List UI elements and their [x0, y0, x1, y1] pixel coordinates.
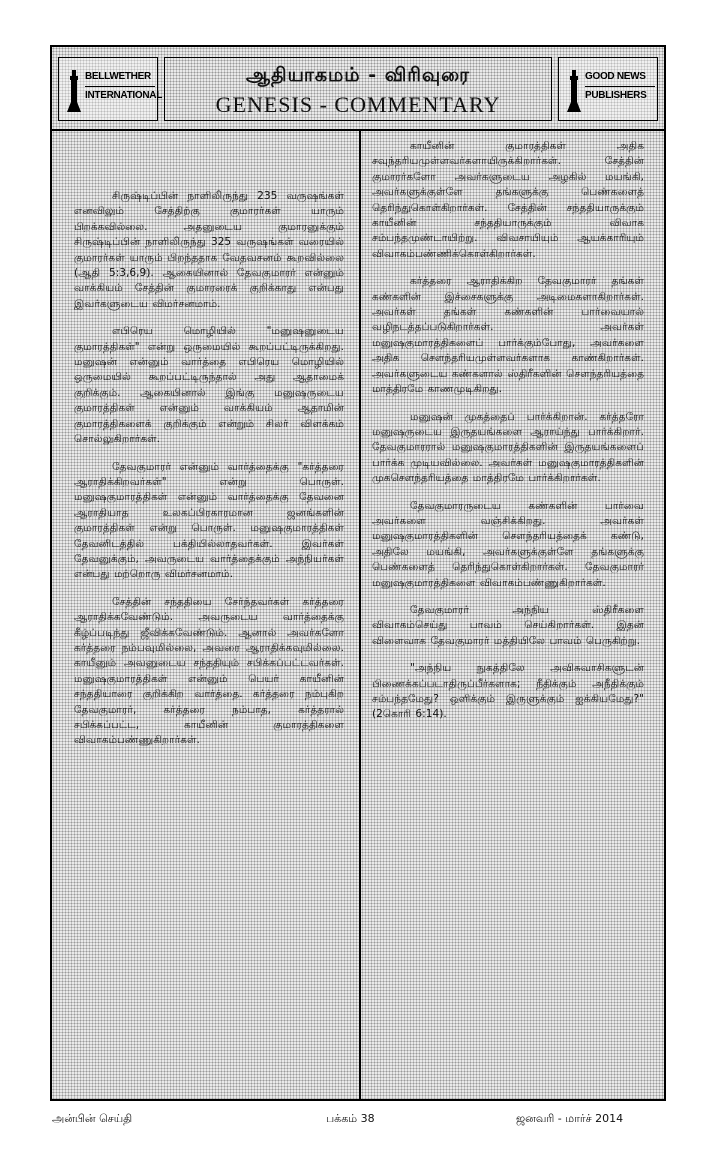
- right-logo-line2: PUBLISHERS: [585, 90, 647, 101]
- paragraph: தேவகுமாரர் அந்நிய ஸ்திரீகளை விவாகம்செய்து பாவம் செய்கிறார்கள். இதன் விளைவாக தேவகுமாரர் மத்தியிலே பாவம் பெருகிற்று.: [372, 603, 644, 647]
- paragraph: தேவகுமாரருடைய கண்களின் பார்வை அவர்களை வஞ்சிக்கிறது. அவர்கள் மனுஷகுமாரத்திகளின் சௌந்தரியத்தைக் கண்டு, அதிலே மயங்கி, அவர்களுக்குள்ளே தங்களுக்கு பெண்களைத் தெரிந்துகொள்கிறார்கள். தேவகுமாரர் மனுஷகுமாரத்திகளை விவாகம்பண்ணுகிறார்கள்.: [372, 499, 644, 589]
- column-divider: [359, 131, 361, 1099]
- paragraph: மனுஷன் முகத்தைப் பார்க்கிறான். கர்த்தரோ மனுஷருடைய இருதயங்களை ஆராய்ந்து பார்க்கிறார். தேவகுமாரரால் மனுஷகுமாரத்திகளின் இருதயங்களைப் பார்க்க முடியவில்லை. அவர்கள் மனுஷகுமாரத்திகளின் முகசௌந்தரியத்தை மாத்திரமே பார்க்கிறார்கள்.: [372, 410, 644, 485]
- scripture-quote: "அந்நிய நுகத்திலே அவிசுவாசிகளுடன் பிணைக்கப்படாதிருப்பீர்களாக; நீதிக்கும் அநீதிக்கும் சம்பந்தமேது? ஒளிக்கும் இருளுக்கும் ஐக்கியமேது?" (2கொரி 6:14).: [372, 662, 644, 721]
- paragraph: காயீனின் குமாரத்திகள் அதிக சவுந்தரியமுள்ளவர்களாயிருக்கிறார்கள். சேத்தின் குமாரர்களோ அவர்களுடைய அழகில் மயங்கி, அவர்களுக்குள்ளே தங்களுக்கு பெண்களைத் தெரிந்துகொள்கிறார்கள். சேத்தின் சந்ததியாருக்கும் காயீனின் சந்ததியாருக்கும் விவாக சம்பந்தமுண்டாயிற்று. விவசாயியும் ஆயக்காரியும் விவாகம்பண்ணிக்கொள்கிறார்கள்.: [372, 140, 644, 260]
- footer-magazine-name: அன்பின் செய்தி: [52, 1112, 133, 1125]
- good-news-logo: [558, 57, 658, 121]
- right-logo-line1: GOOD NEWS: [585, 68, 655, 87]
- bellwether-logo: [58, 57, 163, 121]
- title-box: [164, 57, 552, 121]
- paragraph: சேத்தின் சந்ததியை சேர்ந்தவர்கள் கர்த்தரை ஆராதிக்கவேண்டும். அவருடைய வார்த்தைக்கு கீழ்ப்படிந்து ஜீவிக்கவேண்டும். ஆனால் அவர்களோ கர்த்தரை நம்பவுமில்லை, அவரை ஆராதிக்கவுமில்லை. காயீனும் அவனுடைய சந்ததியும் சபிக்கப்பட்டவர்கள். மனுஷகுமாரத்திகள் என்னும் பெயர் காயீனின் சந்ததியாரை குறிக்கிற வார்த்தை. கர்த்தரை நம்புகிற தேவகுமாரர், கர்த்தரை நம்பாத, கர்த்தரால் சபிக்கப்பட்ட, காயீனின் குமாரத்திகளை விவாகம்பண்ணுகிறார்கள்.: [74, 595, 344, 747]
- page-title-tamil: ஆதியாகமம் - விரிவுரை: [246, 64, 470, 86]
- tower-icon: [565, 68, 583, 112]
- left-logo-line1: BELLWETHER: [85, 68, 155, 87]
- paragraph: சிருஷ்டிப்பின் நாளிலிருந்து 235 வருஷங்கள் எனவிலும் சேத்திற்கு குமாரர்கள் யாரும் பிறக்கவில்லை. அதனுடைய குமாரனுக்கும் சிருஷ்டிப்பின் நாளிலிருந்து 325 வருஷங்கள் வரையில் குமாரர்கள் யாரும் பிறந்ததாக வேதவசனம் கூறவில்லை (ஆதி 5:3,6,9). ஆகையினால் தேவகுமாரர் என்னும் வாக்கியம் சேத்தின் குமாரரைக் குறிக்காது என்பது இவர்களுடைய விமர்சனமாம்.: [74, 190, 344, 310]
- page-title-english: GENESIS - COMMENTARY: [215, 92, 501, 117]
- paragraph: கர்த்தரை ஆராதிக்கிற தேவகுமாரர் தங்கள் கண்களின் இச்சைகளுக்கு அடிமைகளாகிறார்கள். அவர்கள் தங்கள் கண்களின் பார்வையால் வழிநடத்தப்படுகிறார்கள். அவர்கள் மனுஷகுமாரத்திகளைப் பார்க்கும்போது, அவர்களை அதிக சௌந்தரியமுள்ளவர்களாக காண்கிறார்கள். அவர்களுடைய கண்களால் ஸ்திரீகளின் சௌந்தரியத்தை மாத்திரமே காணமுடிகிறது.: [372, 275, 644, 396]
- page-frame: [50, 45, 666, 1101]
- footer-issue-date: ஜனவரி - மார்ச் 2014: [516, 1112, 624, 1125]
- right-column: [372, 139, 644, 735]
- footer-page-number: பக்கம் 38: [326, 1112, 375, 1125]
- page-header: [52, 47, 664, 131]
- tower-icon: [65, 68, 83, 112]
- paragraph: தேவகுமாரர் என்னும் வார்த்தைக்கு "கர்த்தரை ஆராதிக்கிறவர்கள்" என்று பொருள். மனுஷகுமாரத்திகள் என்னும் வார்த்தைக்கு தேவனை ஆராதியாத உலகப்பிரகாரமான ஜனங்களின் குமாரத்திகள் என்று பொருள். மனுஷகுமாரத்திகள் தேவனிடத்தில் பக்தியில்லாதவர்கள். இவர்கள் தேவனுக்கும், அவருடைய வார்த்தைக்கும் அந்நியர்கள் என்பது மற்றொரு விமர்சனமாம்.: [74, 460, 344, 581]
- left-column: [74, 189, 344, 761]
- left-logo-line2: INTERNATIONAL: [85, 90, 163, 101]
- paragraph: எபிரெய மொழியில் "மனுஷனுடைய குமாரத்திகள்" என்று ஒருமையில் கூறப்பட்டிருக்கிறது. மனுஷன் என்னும் வார்த்தை எபிரெய மொழியில் ஒருமையில் கூறப்பட்டிருந்தால் அது ஆதாமைக் குறிக்கும். ஆகையினால் இங்கு மனுஷருடைய குமாரத்திகள் என்னும் வாக்கியம் ஆதாமின் குமாரத்திகளைக் குறிக்கும் என்றும் சிலர் விளக்கம் சொல்லுகிறார்கள்.: [74, 325, 344, 446]
